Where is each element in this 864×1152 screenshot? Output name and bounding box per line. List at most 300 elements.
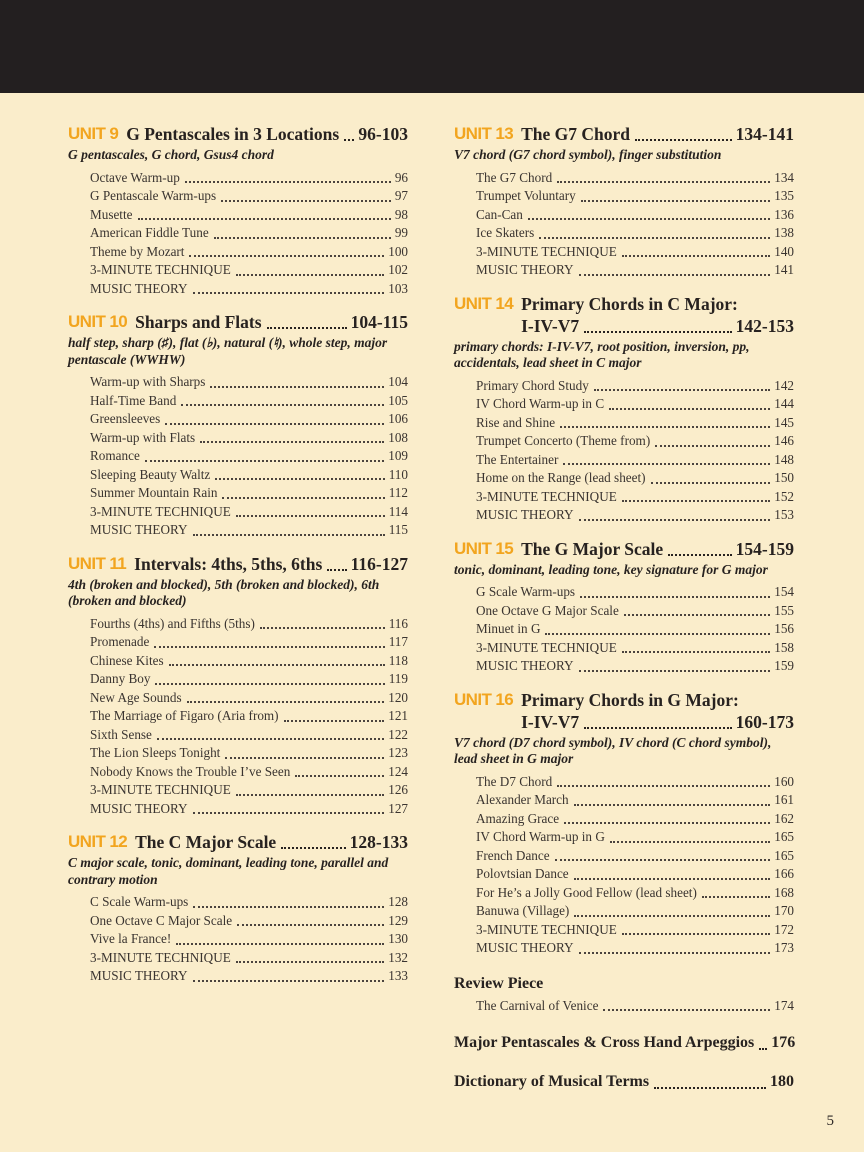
unit-heading [68,553,408,575]
toc-entry-title: MUSIC THEORY [476,940,574,955]
leader-dots [702,896,770,898]
leader-dots [579,519,771,521]
toc-entry [90,392,408,411]
leader-dots [236,794,384,796]
toc-entry [476,469,794,488]
toc-entry-title: G Pentascale Warm-ups [90,188,217,203]
toc-line [454,1071,794,1093]
unit-block [454,123,794,280]
toc-entry-page: 116 [388,615,408,631]
toc-entry-title: New Age Sounds [90,689,182,705]
unit-subtitle: tonic, dominant, leading tone, key signature for G major [454,561,768,577]
unit-subtitle: 4th (broken and blocked), 5th (broken and blocked), 6th (broken and blocked) [68,576,380,608]
toc-entry-page: 142 [774,377,794,393]
toc-entry-page: 129 [388,912,408,928]
unit-title: Sharps and Flats [135,312,262,332]
toc-entry [476,169,794,188]
toc-entry-title: The Entertainer [476,451,559,467]
toc-entry-page: 166 [774,866,794,881]
unit-entries [90,893,408,986]
leader-dots [237,924,384,926]
toc-entry-page: 168 [774,884,794,900]
toc-entry-page: 98 [394,206,408,222]
toc-entry [90,633,408,652]
toc-entry-title: Warm-up with Sharps [90,374,206,389]
toc-left-column [68,123,408,1093]
leader-dots [557,181,770,183]
leader-dots [622,255,770,257]
toc-entry-title: Polovtsian Dance [476,866,569,881]
toc-entry-page: 128 [388,894,408,909]
unit-label: UNIT 11 [68,553,127,573]
unit-title-block [521,538,794,560]
toc-entry-title: The Marriage of Figaro (Aria from) [90,708,279,723]
leader-dots [145,460,384,462]
leader-dots [165,423,384,425]
toc-entry [476,602,794,621]
leader-dots [193,292,385,294]
toc-entry [90,280,408,299]
unit-subtitle: C major scale, tonic, dominant, leading tone, parallel and contrary motion [68,855,389,887]
unit-title: I-IV-V7 [521,711,580,732]
unit-block [454,538,794,676]
leader-dots [169,664,385,666]
toc-entry-page: 108 [388,429,408,445]
unit-label: UNIT 16 [454,689,514,709]
unit-heading [68,311,408,333]
leader-dots [200,441,384,443]
unit-block [68,831,408,986]
toc-entry-title: The Lion Sleeps Tonight [90,745,221,760]
toc-entry-page: 132 [388,949,408,965]
toc-entry-title: Warm-up with Flats [90,429,196,445]
unit-heading [68,123,408,145]
leader-dots [622,500,770,502]
toc-entry [476,939,794,958]
toc-entry-title: MUSIC THEORY [476,507,574,522]
toc-entry-title: Fourths (4ths) and Fifths (5ths) [90,615,255,631]
toc-entry [90,949,408,968]
toc-entry-page: 100 [388,243,408,259]
toc-entry-page: 134 [774,169,794,185]
toc-entry-title: 3-MINUTE TECHNIQUE [90,503,231,519]
unit-title-line [521,711,794,733]
toc-entry-title: Musette [90,206,133,222]
leader-dots [609,408,770,410]
toc-entry-page: 105 [388,392,408,408]
toc-entry [90,652,408,671]
leader-dots [214,237,391,239]
toc-entry-title: Amazing Grace [476,810,560,826]
toc-entry-title: Major Pentascales & Cross Hand Arpeggios [454,1034,755,1051]
toc-entry-title: MUSIC THEORY [90,280,188,296]
toc-entry-page: 159 [774,658,794,673]
leader-dots [210,386,384,388]
unit-entries [476,377,794,525]
leader-dots [528,218,770,220]
toc-entry-title: The D7 Chord [476,773,553,789]
unit-page-range: 134-141 [735,124,794,144]
unit-title-line [521,689,794,711]
leader-dots [545,633,770,635]
leader-dots [651,482,771,484]
toc-entry-title: Trumpet Voluntary [476,188,576,203]
toc-entry-page: 104 [388,374,408,389]
toc-entry-page: 140 [774,243,794,259]
leader-dots [327,569,346,571]
toc-entry-page: 117 [388,634,408,649]
toc-entry [90,763,408,782]
leader-dots [193,534,385,536]
leader-dots [236,274,384,276]
toc-entry-page: 154 [774,584,794,599]
toc-entry [90,912,408,931]
toc-entry-title: Theme by Mozart [90,243,185,259]
unit-title: Primary Chords in C Major: [521,293,738,314]
toc-entry [476,884,794,903]
toc-entry [90,484,408,503]
unit-page-range: 160-173 [735,711,794,732]
toc-entry-page: 172 [774,921,794,937]
leader-dots [267,327,347,329]
toc-entry [90,893,408,912]
toc-entry-page: 133 [388,968,408,983]
toc-entry-page: 161 [774,792,794,807]
unit-label: UNIT 15 [454,538,514,558]
toc-entry [476,828,794,847]
toc-entry-page: 106 [388,411,408,426]
toc-entry [476,791,794,810]
leader-dots [222,497,384,499]
unit-page-range: 154-159 [735,538,794,559]
leader-dots [581,200,770,202]
toc-entry [476,432,794,451]
leader-dots [193,812,385,814]
toc-entry-page: 180 [770,1073,794,1090]
toc-entry-page: 138 [774,225,794,240]
unit-block [454,689,794,958]
unit-label: UNIT 14 [454,293,514,313]
toc-content [0,93,864,1093]
unit-subtitle: V7 chord (D7 chord symbol), IV chord (C chord symbol), lead sheet in G major [454,734,772,766]
toc-entry-page: 165 [774,829,794,844]
toc-entry [476,261,794,280]
leader-dots [560,426,770,428]
section-title: Review Piece [454,974,544,992]
toc-entry [476,865,794,884]
section-entries [476,997,794,1016]
toc-entry-title: Nobody Knows the Trouble I’ve Seen [90,763,291,779]
unit-title-line [521,293,794,315]
unit-entries [90,373,408,540]
toc-entry-title: C Scale Warm-ups [90,894,189,909]
toc-entry-title: For He’s a Jolly Good Fellow (lead sheet) [476,884,697,900]
toc-entry-page: 109 [388,448,408,463]
toc-entry [476,921,794,940]
toc-entry [476,657,794,676]
leader-dots [584,727,732,729]
toc-entry-page: 165 [774,847,794,863]
toc-entry-title: Sixth Sense [90,726,152,742]
toc-entry-page: 123 [388,745,408,760]
toc-entry-title: Banuwa (Village) [476,903,570,918]
unit-subtitle: V7 chord (G7 chord symbol), finger substitution [454,147,722,162]
toc-entry-page: 99 [394,225,408,240]
toc-entry [90,689,408,708]
leader-dots [594,389,770,391]
toc-entry [476,243,794,262]
toc-entry-title: Vive la France! [90,931,172,946]
toc-entry-title: Trumpet Concerto (Theme from) [476,433,651,448]
unit-heading [454,689,794,733]
toc-entry-title: 3-MINUTE TECHNIQUE [90,262,231,277]
leader-dots [185,181,391,183]
toc-entry-title: Octave Warm-up [90,169,180,185]
leader-dots [221,200,391,202]
leader-dots [574,915,770,917]
toc-entry [90,744,408,763]
toc-entry-page: 102 [388,262,408,277]
toc-entry [476,451,794,470]
leader-dots [635,139,732,141]
unit-title-block [135,831,408,853]
leader-dots [236,961,384,963]
leader-dots [539,237,770,239]
toc-entry [90,410,408,429]
toc-entry [90,726,408,745]
leader-dots [181,404,384,406]
leader-dots [155,683,384,685]
toc-entry [476,997,794,1016]
toc-entry-title: Danny Boy [90,671,151,686]
toc-entry-page: 176 [771,1034,796,1051]
leader-dots [655,445,770,447]
toc-entry-page: 120 [388,689,408,705]
toc-entry-page: 124 [388,763,408,779]
toc-entry-title: Rise and Shine [476,414,556,430]
toc-entry [476,224,794,243]
toc-entry [476,810,794,829]
toc-entry-page: 162 [774,810,794,826]
toc-entry-page: 152 [774,488,794,504]
toc-entry-page: 158 [774,639,794,655]
toc-entry-title: Greensleeves [90,411,161,426]
toc-entry [90,503,408,522]
toc-entry-page: 135 [774,188,794,203]
unit-block [68,311,408,540]
unit-title-block [521,689,794,733]
toc-entry-title: One Octave C Major Scale [90,912,233,928]
toc-right-column [454,123,794,1093]
toc-entry-page: 96 [394,169,408,185]
unit-heading [68,831,408,853]
toc-entry-title: Primary Chord Study [476,377,589,393]
toc-entry-title: Can-Can [476,206,523,222]
unit-page-range: 116-127 [350,553,408,574]
leader-dots [555,859,771,861]
unit-entries [90,615,408,819]
toc-entry-title: 3-MINUTE TECHNIQUE [476,488,617,504]
leader-dots [579,670,771,672]
toc-entry-title: Alexander March [476,792,569,807]
toc-entry-page: 126 [388,782,408,797]
leader-dots [759,1048,767,1050]
toc-entry [476,506,794,525]
toc-entry [476,639,794,658]
toc-entry-title: MUSIC THEORY [476,262,574,277]
leader-dots [236,515,385,517]
toc-entry-title: Ice Skaters [476,225,535,240]
unit-title-line [521,538,794,560]
toc-entry [90,224,408,243]
toc-entry-title: Home on the Range (lead sheet) [476,470,646,485]
toc-entry [476,620,794,639]
toc-entry [476,377,794,396]
toc-entry-page: 122 [388,726,408,742]
unit-subtitle: half step, sharp (♯), flat (♭), natural (♮), whole step, major pentascale (WWHW) [68,335,388,367]
toc-entry-title: 3-MINUTE TECHNIQUE [476,639,617,655]
unit-block [68,553,408,819]
unit-title-line [521,123,794,145]
toc-entry-title: Summer Mountain Rain [90,485,218,500]
leader-dots [138,218,391,220]
leader-dots [157,738,384,740]
toc-entry [476,773,794,792]
toc-entry [476,583,794,602]
unit-title-line [135,831,408,853]
toc-entry-title: MUSIC THEORY [90,968,188,983]
toc-entry-title: 3-MINUTE TECHNIQUE [90,782,231,797]
toc-entry [90,447,408,466]
toc-entry-title: The G7 Chord [476,169,553,185]
leader-dots [176,943,384,945]
toc-entry-title: The Carnival of Venice [476,997,599,1013]
toc-entry-page: 114 [388,503,408,519]
toc-entry-title: Dictionary of Musical Terms [454,1073,650,1090]
toc-entry [476,414,794,433]
toc-entry-page: 153 [774,507,794,522]
leader-dots [610,841,770,843]
unit-title-block [521,293,794,337]
leader-dots [624,614,770,616]
leader-dots [189,255,384,257]
toc-entry-title: 3-MINUTE TECHNIQUE [476,921,617,937]
leader-dots [225,757,384,759]
toc-entry [90,261,408,280]
leader-dots [260,627,385,629]
toc-entry-title: Half-Time Band [90,392,177,408]
leader-dots [193,980,385,982]
toc-entry-page: 173 [774,940,794,955]
unit-heading [454,293,794,337]
toc-entry-page: 127 [388,800,408,816]
toc-entry-title: 3-MINUTE TECHNIQUE [476,243,617,259]
unit-page-range: 104-115 [350,312,408,332]
unit-title: Primary Chords in G Major: [521,689,739,710]
unit-title: G Pentascales in 3 Locations [126,124,340,144]
toc-entry-page: 115 [388,522,408,537]
toc-entry-page: 118 [388,652,408,668]
unit-title-block [134,553,408,575]
toc-entry [476,395,794,414]
toc-entry-page: 150 [774,470,794,485]
toc-entry-page: 160 [774,773,794,789]
unit-title-line [134,553,408,575]
toc-entry [90,169,408,188]
toc-entry-page: 141 [774,262,794,277]
leader-dots [215,478,384,480]
leader-dots [654,1087,766,1089]
toc-entry-page: 103 [388,280,408,296]
toc-entry-title: 3-MINUTE TECHNIQUE [90,949,231,965]
toc-entry [476,902,794,921]
leader-dots [281,847,345,849]
toc-entry-title: Sleeping Beauty Waltz [90,466,211,482]
unit-page-range: 128-133 [349,832,408,852]
unit-block [454,293,794,525]
toc-entry [90,243,408,262]
unit-block [68,123,408,298]
unit-label: UNIT 9 [68,124,119,143]
leader-dots [564,822,770,824]
toc-entry-page: 174 [774,997,794,1013]
leader-dots [295,775,384,777]
toc-entry-title: G Scale Warm-ups [476,584,576,599]
leader-dots [574,804,771,806]
toc-entry [476,206,794,225]
leader-dots [193,906,384,908]
toc-entry [90,466,408,485]
toc-entry-page: 121 [388,708,408,723]
unit-entries [476,169,794,280]
toc-entry [476,847,794,866]
toc-entry [90,521,408,540]
unit-heading [454,123,794,145]
toc-entry-page: 170 [774,903,794,918]
top-black-bar [0,0,864,93]
toc-entry-title: American Fiddle Tune [90,225,209,240]
toc-entry [90,615,408,634]
toc-entry-title: IV Chord Warm-up in C [476,396,605,411]
toc-entry-title: MUSIC THEORY [476,658,574,673]
toc-entry-page: 144 [774,396,794,411]
unit-heading [454,538,794,560]
toc-entry-title: MUSIC THEORY [90,800,188,816]
toc-entry [90,930,408,949]
leader-dots [563,463,770,465]
review-section [454,974,794,1016]
unit-label: UNIT 12 [68,832,128,851]
unit-label: UNIT 13 [454,124,514,143]
leader-dots [557,785,770,787]
toc-entry-title: Promenade [90,634,150,649]
unit-title: I-IV-V7 [521,315,580,336]
unit-title-line [521,315,794,337]
leader-dots [187,701,385,703]
toc-entry-page: 136 [774,206,794,222]
toc-entry-page: 155 [774,602,794,618]
leader-dots [574,878,771,880]
unit-entries [476,583,794,676]
toc-line [454,1032,794,1054]
toc-entry [90,429,408,448]
page-number: 5 [826,1113,834,1129]
leader-dots [603,1009,770,1011]
toc-entry-page: 146 [774,433,794,448]
unit-title: The C Major Scale [135,832,277,852]
toc-entry-title: Romance [90,448,140,463]
unit-subtitle: G pentascales, G chord, Gsus4 chord [68,147,274,162]
